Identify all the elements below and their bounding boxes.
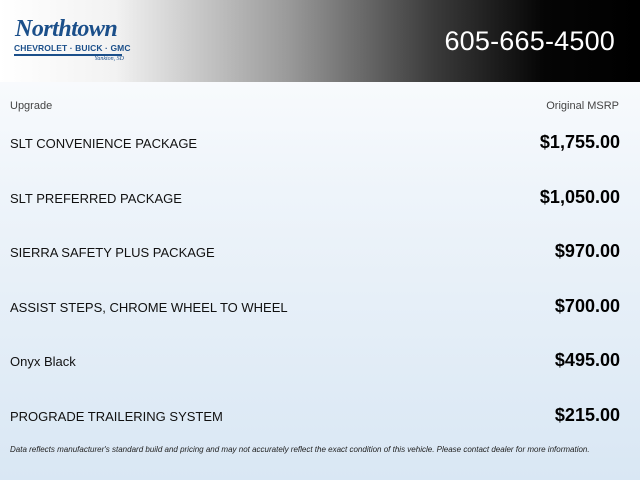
pricing-disclaimer: Data reflects manufacturer's standard build and pricing and may not accurately reflect the exact condition of this vehicle. Please contact dealer for more information. bbox=[10, 445, 590, 454]
logo-brands: CHEVROLET · BUICK · GMC bbox=[14, 43, 131, 53]
upgrade-price: $700.00 bbox=[554, 295, 620, 316]
upgrade-row bbox=[0, 333, 640, 388]
upgrade-price: $495.00 bbox=[554, 350, 620, 370]
upgrade-name: SIERRA SAFETY PLUS PACKAGE bbox=[10, 245, 215, 260]
upgrade-column-header: Upgrade bbox=[10, 100, 53, 112]
upgrade-name: PROGRADE TRAILERING SYSTEM bbox=[10, 408, 223, 424]
msrp-column-header: Original MSRP bbox=[546, 100, 619, 112]
upgrade-name: ASSIST STEPS, CHROME WHEEL TO WHEEL bbox=[10, 299, 288, 315]
upgrade-row bbox=[0, 224, 640, 279]
dealer-logo[interactable] bbox=[12, 16, 131, 64]
upgrade-row bbox=[0, 279, 640, 334]
upgrade-price: $970.00 bbox=[554, 241, 620, 261]
logo-city: Yankton, SD bbox=[94, 56, 124, 62]
page-header bbox=[0, 0, 640, 82]
upgrade-price: $215.00 bbox=[554, 404, 620, 425]
upgrade-list bbox=[0, 115, 640, 442]
logo-name: Northtown bbox=[15, 16, 118, 42]
upgrade-name: SLT CONVENIENCE PACKAGE bbox=[10, 136, 198, 151]
upgrade-row bbox=[0, 388, 640, 443]
upgrade-row bbox=[0, 170, 640, 225]
dealer-phone[interactable]: 605-665-4500 bbox=[444, 26, 615, 56]
upgrade-row bbox=[0, 115, 640, 170]
upgrade-price: $1,755.00 bbox=[539, 132, 620, 152]
upgrade-name: SLT PREFERRED PACKAGE bbox=[10, 190, 182, 206]
upgrade-name: Onyx Black bbox=[10, 354, 76, 369]
upgrade-price: $1,050.00 bbox=[539, 186, 620, 207]
